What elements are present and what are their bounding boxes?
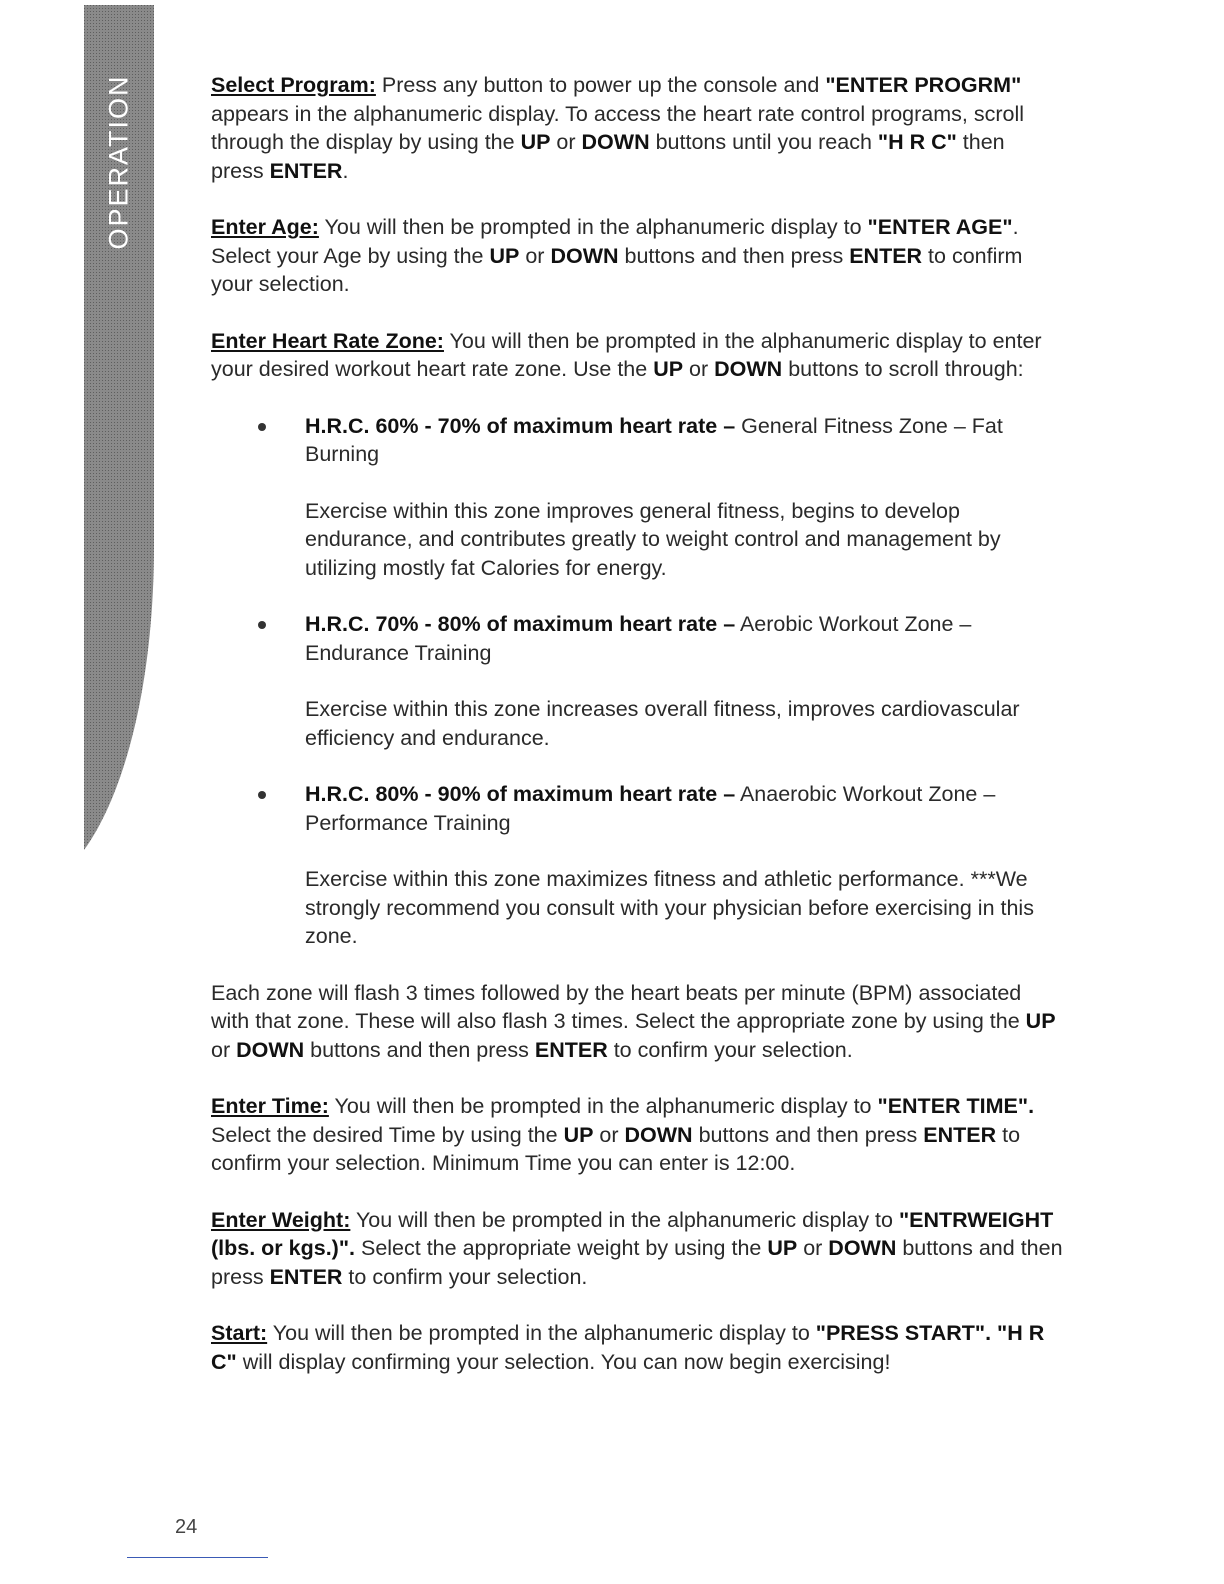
- emphasis: ENTER: [849, 243, 923, 268]
- enter-age-paragraph: [211, 213, 1063, 299]
- emphasis: "H R C": [877, 130, 957, 154]
- body-text: buttons and then press: [211, 1236, 1063, 1289]
- emphasis: "PRESS START".: [815, 1321, 992, 1345]
- zone-heading: H.R.C. 80% - 90% of maximum heart rate –: [305, 782, 736, 806]
- section-label: Enter Weight:: [211, 1207, 351, 1232]
- emphasis: UP: [563, 1122, 594, 1147]
- emphasis: DOWN: [550, 243, 619, 268]
- each-zone-paragraph: [211, 979, 1063, 1065]
- zone-description: Aerobic Workout Zone – Endurance Training: [305, 612, 972, 665]
- body-text: Each zone will flash 3 times followed by the heart beats per minute (BPM) associated with that zone. These will also flash 3 times. Select the appropriate zone by using the: [211, 980, 1026, 1033]
- body-text: or: [211, 1037, 237, 1062]
- zone-description: Anaerobic Workout Zone – Performance Training: [305, 782, 996, 835]
- emphasis: "H R C": [211, 1321, 1045, 1374]
- emphasis: UP: [489, 243, 520, 268]
- body-text: or: [593, 1122, 625, 1147]
- zone-heading: H.R.C. 60% - 70% of maximum heart rate –: [305, 413, 736, 438]
- emphasis: UP: [767, 1236, 798, 1260]
- emphasis: DOWN: [714, 357, 783, 381]
- body-text: You will then be prompted in the alphanumeric display to: [318, 215, 868, 239]
- zone-description: General Fitness Zone – Fat Burning: [305, 413, 1003, 466]
- body-text: to confirm your selection.: [211, 243, 1023, 296]
- section-label: Enter Time:: [211, 1094, 329, 1118]
- emphasis: "ENTER PROGRM": [825, 73, 1022, 97]
- zone-detail: Exercise within this zone improves general fitness, begins to develop endurance, and contributes greatly to weight control and management by utilizing mostly fat Calories for energy.: [305, 498, 1001, 580]
- body-text: . Select your Age by using the: [211, 215, 1019, 268]
- bullet-icon: [258, 423, 266, 431]
- emphasis: ENTER: [269, 1264, 343, 1289]
- emphasis: DOWN: [581, 130, 650, 154]
- body-text: or: [550, 130, 582, 154]
- page-number: 24: [175, 1516, 198, 1538]
- body-text: appears in the alphanumeric display. To access the heart rate control programs, scroll through the display by using the: [211, 101, 1025, 154]
- section-label: Select Program:: [211, 73, 376, 97]
- enter-heart-rate-zone-paragraph: [211, 327, 1063, 384]
- bullet-icon: [258, 791, 266, 799]
- emphasis: DOWN: [624, 1122, 693, 1147]
- body-text: Select the desired Time by using the: [211, 1122, 564, 1147]
- body-text: buttons and then press: [692, 1122, 924, 1147]
- emphasis: UP: [653, 357, 684, 381]
- body-text: You will then be prompted in the alphanumeric display to: [328, 1094, 878, 1118]
- body-text: buttons and then press: [304, 1037, 535, 1062]
- emphasis: ENTER: [269, 158, 343, 183]
- body-text: You will then be prompted in the alphanumeric display to: [350, 1207, 899, 1232]
- body-text: to confirm your selection.: [342, 1264, 588, 1289]
- footer-rule: [127, 1557, 268, 1558]
- zone-bullet: [211, 610, 1063, 667]
- section-label: Enter Heart Rate Zone:: [211, 328, 444, 353]
- emphasis: ENTER: [923, 1122, 997, 1147]
- start-paragraph: [211, 1319, 1063, 1376]
- body-text: to confirm your selection.: [607, 1037, 853, 1062]
- body-text: or: [519, 243, 551, 268]
- body-text: or: [683, 357, 715, 381]
- body-text: Select the appropriate weight by using the: [355, 1236, 768, 1260]
- section-label: Start:: [211, 1321, 268, 1345]
- emphasis: "ENTRWEIGHT (lbs. or kgs.)".: [211, 1207, 1054, 1260]
- side-tab-label: OPERATION: [103, 74, 134, 250]
- body-text: then press: [211, 130, 1005, 183]
- body-text: will display confirming your selection. You can now begin exercising!: [236, 1349, 891, 1374]
- enter-weight-paragraph: [211, 1206, 1063, 1292]
- body-text: buttons to scroll through:: [782, 357, 1024, 381]
- body-text: .: [342, 158, 349, 183]
- section-label: Enter Age:: [211, 215, 319, 239]
- zone-heading: H.R.C. 70% - 80% of maximum heart rate –: [305, 612, 736, 636]
- zone-bullet: [211, 780, 1063, 837]
- body-text: buttons until you reach: [649, 130, 878, 154]
- body-text: You will then be prompted in the alphanumeric display to: [267, 1321, 816, 1345]
- zone-bullet: [211, 412, 1063, 469]
- enter-time-paragraph: [211, 1092, 1063, 1178]
- emphasis: "ENTER AGE": [867, 215, 1013, 239]
- emphasis: UP: [1025, 1009, 1056, 1033]
- body-text: to confirm your selection. Minimum Time you can enter is 12:00.: [211, 1122, 1021, 1175]
- body-text: You will then be prompted in the alphanumeric display to enter your desired workout heart rate zone. Use the: [211, 328, 1042, 381]
- emphasis: DOWN: [828, 1236, 897, 1260]
- operation-instructions: [211, 71, 1063, 1404]
- emphasis: UP: [520, 130, 551, 154]
- zone-detail: Exercise within this zone increases overall fitness, improves cardiovascular efficiency and endurance.: [305, 697, 1020, 750]
- emphasis: ENTER: [534, 1037, 608, 1062]
- zone-detail: Exercise within this zone maximizes fitness and athletic performance. ***We strongly recommend you consult with your physician before exercising in this zone.: [305, 867, 1034, 948]
- body-text: buttons and then press: [618, 243, 850, 268]
- select-program-paragraph: [211, 71, 1063, 185]
- emphasis: DOWN: [236, 1037, 305, 1062]
- bullet-icon: [258, 621, 266, 629]
- body-text: or: [797, 1236, 829, 1260]
- body-text: Press any button to power up the console and: [375, 73, 826, 97]
- emphasis: "ENTER TIME".: [877, 1094, 1035, 1118]
